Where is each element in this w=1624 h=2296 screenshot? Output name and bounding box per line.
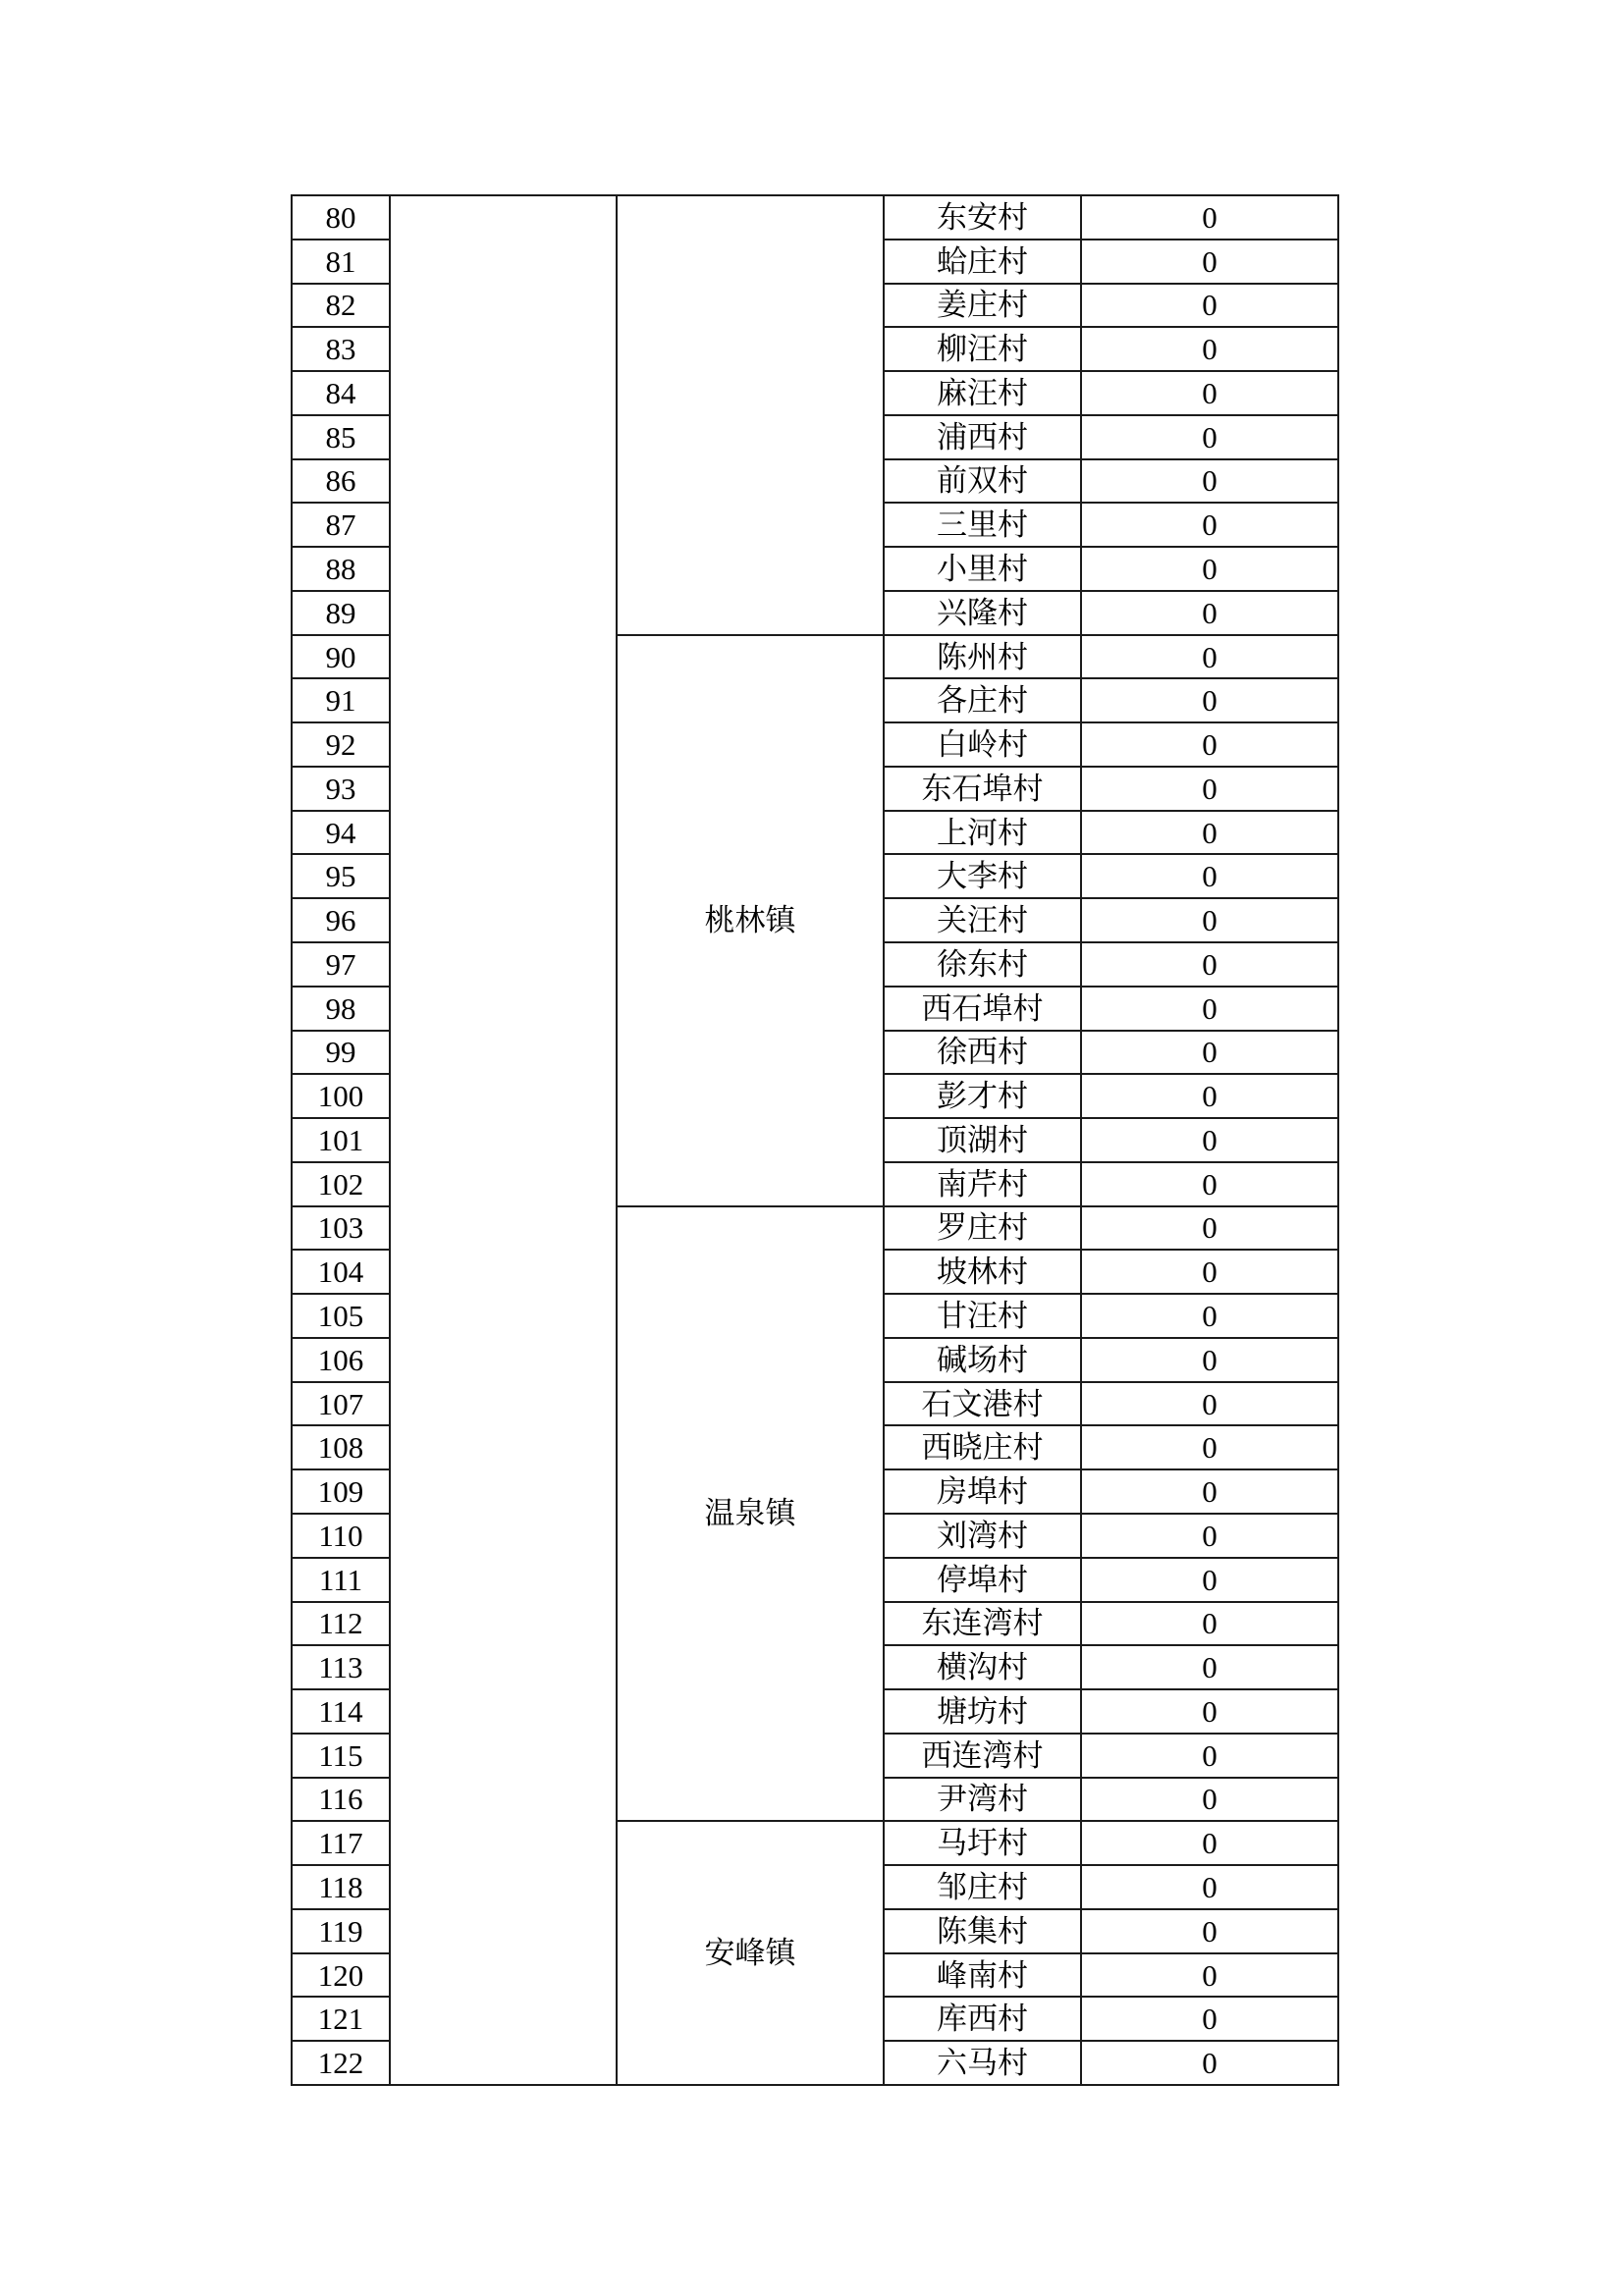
value-cell: 0 [1081, 1206, 1338, 1251]
row-number-cell: 99 [292, 1031, 390, 1075]
value-cell: 0 [1081, 1689, 1338, 1734]
value-cell: 0 [1081, 1250, 1338, 1294]
village-cell: 塘坊村 [884, 1689, 1081, 1734]
value-cell: 0 [1081, 327, 1338, 371]
row-number-cell: 117 [292, 1821, 390, 1865]
row-number-cell: 88 [292, 547, 390, 591]
row-number-cell: 101 [292, 1118, 390, 1162]
value-cell: 0 [1081, 415, 1338, 459]
value-cell: 0 [1081, 1821, 1338, 1865]
village-cell: 库西村 [884, 1997, 1081, 2041]
village-cell: 兴隆村 [884, 591, 1081, 635]
row-number-cell: 113 [292, 1645, 390, 1689]
row-number-cell: 120 [292, 1953, 390, 1998]
village-cell: 南芹村 [884, 1162, 1081, 1206]
row-number-cell: 102 [292, 1162, 390, 1206]
value-cell: 0 [1081, 1997, 1338, 2041]
row-number-cell: 93 [292, 767, 390, 811]
value-cell: 0 [1081, 1602, 1338, 1646]
value-cell: 0 [1081, 547, 1338, 591]
row-number-cell: 106 [292, 1338, 390, 1382]
village-cell: 上河村 [884, 811, 1081, 855]
row-number-cell: 112 [292, 1602, 390, 1646]
value-cell: 0 [1081, 1909, 1338, 1953]
row-number-cell: 115 [292, 1734, 390, 1778]
value-cell: 0 [1081, 942, 1338, 987]
value-cell: 0 [1081, 635, 1338, 679]
village-cell: 石文港村 [884, 1382, 1081, 1426]
village-cell: 大李村 [884, 854, 1081, 898]
value-cell: 0 [1081, 1294, 1338, 1338]
value-cell: 0 [1081, 854, 1338, 898]
row-number-cell: 109 [292, 1469, 390, 1514]
value-cell: 0 [1081, 2041, 1338, 2085]
village-cell: 横沟村 [884, 1645, 1081, 1689]
value-cell: 0 [1081, 195, 1338, 240]
village-cell: 西晓庄村 [884, 1425, 1081, 1469]
row-number-cell: 95 [292, 854, 390, 898]
town-cell: 温泉镇 [617, 1206, 884, 1822]
village-cell: 坡林村 [884, 1250, 1081, 1294]
value-cell: 0 [1081, 591, 1338, 635]
row-number-cell: 84 [292, 371, 390, 415]
value-cell: 0 [1081, 1382, 1338, 1426]
row-number-cell: 116 [292, 1778, 390, 1822]
value-cell: 0 [1081, 987, 1338, 1031]
village-cell: 房埠村 [884, 1469, 1081, 1514]
value-cell: 0 [1081, 503, 1338, 547]
row-number-cell: 90 [292, 635, 390, 679]
value-cell: 0 [1081, 1118, 1338, 1162]
village-cell: 东石埠村 [884, 767, 1081, 811]
row-number-cell: 110 [292, 1514, 390, 1558]
value-cell: 0 [1081, 767, 1338, 811]
row-number-cell: 111 [292, 1558, 390, 1602]
table-row [292, 195, 1338, 240]
row-number-cell: 118 [292, 1865, 390, 1909]
row-number-cell: 80 [292, 195, 390, 240]
value-cell: 0 [1081, 1865, 1338, 1909]
row-number-cell: 119 [292, 1909, 390, 1953]
value-cell: 0 [1081, 1734, 1338, 1778]
village-cell: 东安村 [884, 195, 1081, 240]
village-cell: 前双村 [884, 459, 1081, 504]
row-number-cell: 83 [292, 327, 390, 371]
village-cell: 小里村 [884, 547, 1081, 591]
row-number-cell: 107 [292, 1382, 390, 1426]
value-cell: 0 [1081, 284, 1338, 328]
value-cell: 0 [1081, 240, 1338, 284]
row-number-cell: 85 [292, 415, 390, 459]
value-cell: 0 [1081, 459, 1338, 504]
row-number-cell: 82 [292, 284, 390, 328]
village-cell: 三里村 [884, 503, 1081, 547]
value-cell: 0 [1081, 1558, 1338, 1602]
town-cell: 桃林镇 [617, 635, 884, 1206]
village-cell: 姜庄村 [884, 284, 1081, 328]
value-cell: 0 [1081, 1469, 1338, 1514]
row-number-cell: 91 [292, 678, 390, 722]
village-cell: 马圩村 [884, 1821, 1081, 1865]
value-cell: 0 [1081, 1074, 1338, 1118]
village-cell: 停埠村 [884, 1558, 1081, 1602]
row-number-cell: 92 [292, 722, 390, 767]
village-cell: 峰南村 [884, 1953, 1081, 1998]
row-number-cell: 89 [292, 591, 390, 635]
village-cell: 东连湾村 [884, 1602, 1081, 1646]
row-number-cell: 105 [292, 1294, 390, 1338]
value-cell: 0 [1081, 1514, 1338, 1558]
row-number-cell: 94 [292, 811, 390, 855]
row-number-cell: 97 [292, 942, 390, 987]
village-cell: 甘汪村 [884, 1294, 1081, 1338]
value-cell: 0 [1081, 371, 1338, 415]
village-cell: 麻汪村 [884, 371, 1081, 415]
value-cell: 0 [1081, 1338, 1338, 1382]
village-cell: 浦西村 [884, 415, 1081, 459]
row-number-cell: 121 [292, 1997, 390, 2041]
row-number-cell: 122 [292, 2041, 390, 2085]
village-cell: 各庄村 [884, 678, 1081, 722]
village-cell: 关汪村 [884, 898, 1081, 942]
row-number-cell: 104 [292, 1250, 390, 1294]
value-cell: 0 [1081, 1645, 1338, 1689]
row-number-cell: 87 [292, 503, 390, 547]
village-table [291, 194, 1339, 2086]
table-body [292, 195, 1338, 2085]
village-cell: 西石埠村 [884, 987, 1081, 1031]
row-number-cell: 108 [292, 1425, 390, 1469]
village-cell: 六马村 [884, 2041, 1081, 2085]
value-cell: 0 [1081, 1953, 1338, 1998]
town-cell: 安峰镇 [617, 1821, 884, 2085]
value-cell: 0 [1081, 1031, 1338, 1075]
village-cell: 徐西村 [884, 1031, 1081, 1075]
row-number-cell: 114 [292, 1689, 390, 1734]
village-cell: 蛤庄村 [884, 240, 1081, 284]
value-cell: 0 [1081, 1425, 1338, 1469]
village-cell: 徐东村 [884, 942, 1081, 987]
village-cell: 陈州村 [884, 635, 1081, 679]
village-cell: 陈集村 [884, 1909, 1081, 1953]
value-cell: 0 [1081, 1162, 1338, 1206]
value-cell: 0 [1081, 678, 1338, 722]
village-cell: 顶湖村 [884, 1118, 1081, 1162]
row-number-cell: 100 [292, 1074, 390, 1118]
village-cell: 刘湾村 [884, 1514, 1081, 1558]
row-number-cell: 98 [292, 987, 390, 1031]
village-cell: 罗庄村 [884, 1206, 1081, 1251]
village-cell: 尹湾村 [884, 1778, 1081, 1822]
village-cell: 彭才村 [884, 1074, 1081, 1118]
row-number-cell: 81 [292, 240, 390, 284]
row-number-cell: 103 [292, 1206, 390, 1251]
village-cell: 邹庄村 [884, 1865, 1081, 1909]
value-cell: 0 [1081, 898, 1338, 942]
row-number-cell: 96 [292, 898, 390, 942]
value-cell: 0 [1081, 722, 1338, 767]
value-cell: 0 [1081, 811, 1338, 855]
town-cell [617, 195, 884, 635]
value-cell: 0 [1081, 1778, 1338, 1822]
village-cell: 白岭村 [884, 722, 1081, 767]
village-cell: 西连湾村 [884, 1734, 1081, 1778]
village-cell: 碱场村 [884, 1338, 1081, 1382]
village-cell: 柳汪村 [884, 327, 1081, 371]
row-number-cell: 86 [292, 459, 390, 504]
county-cell [390, 195, 617, 2085]
